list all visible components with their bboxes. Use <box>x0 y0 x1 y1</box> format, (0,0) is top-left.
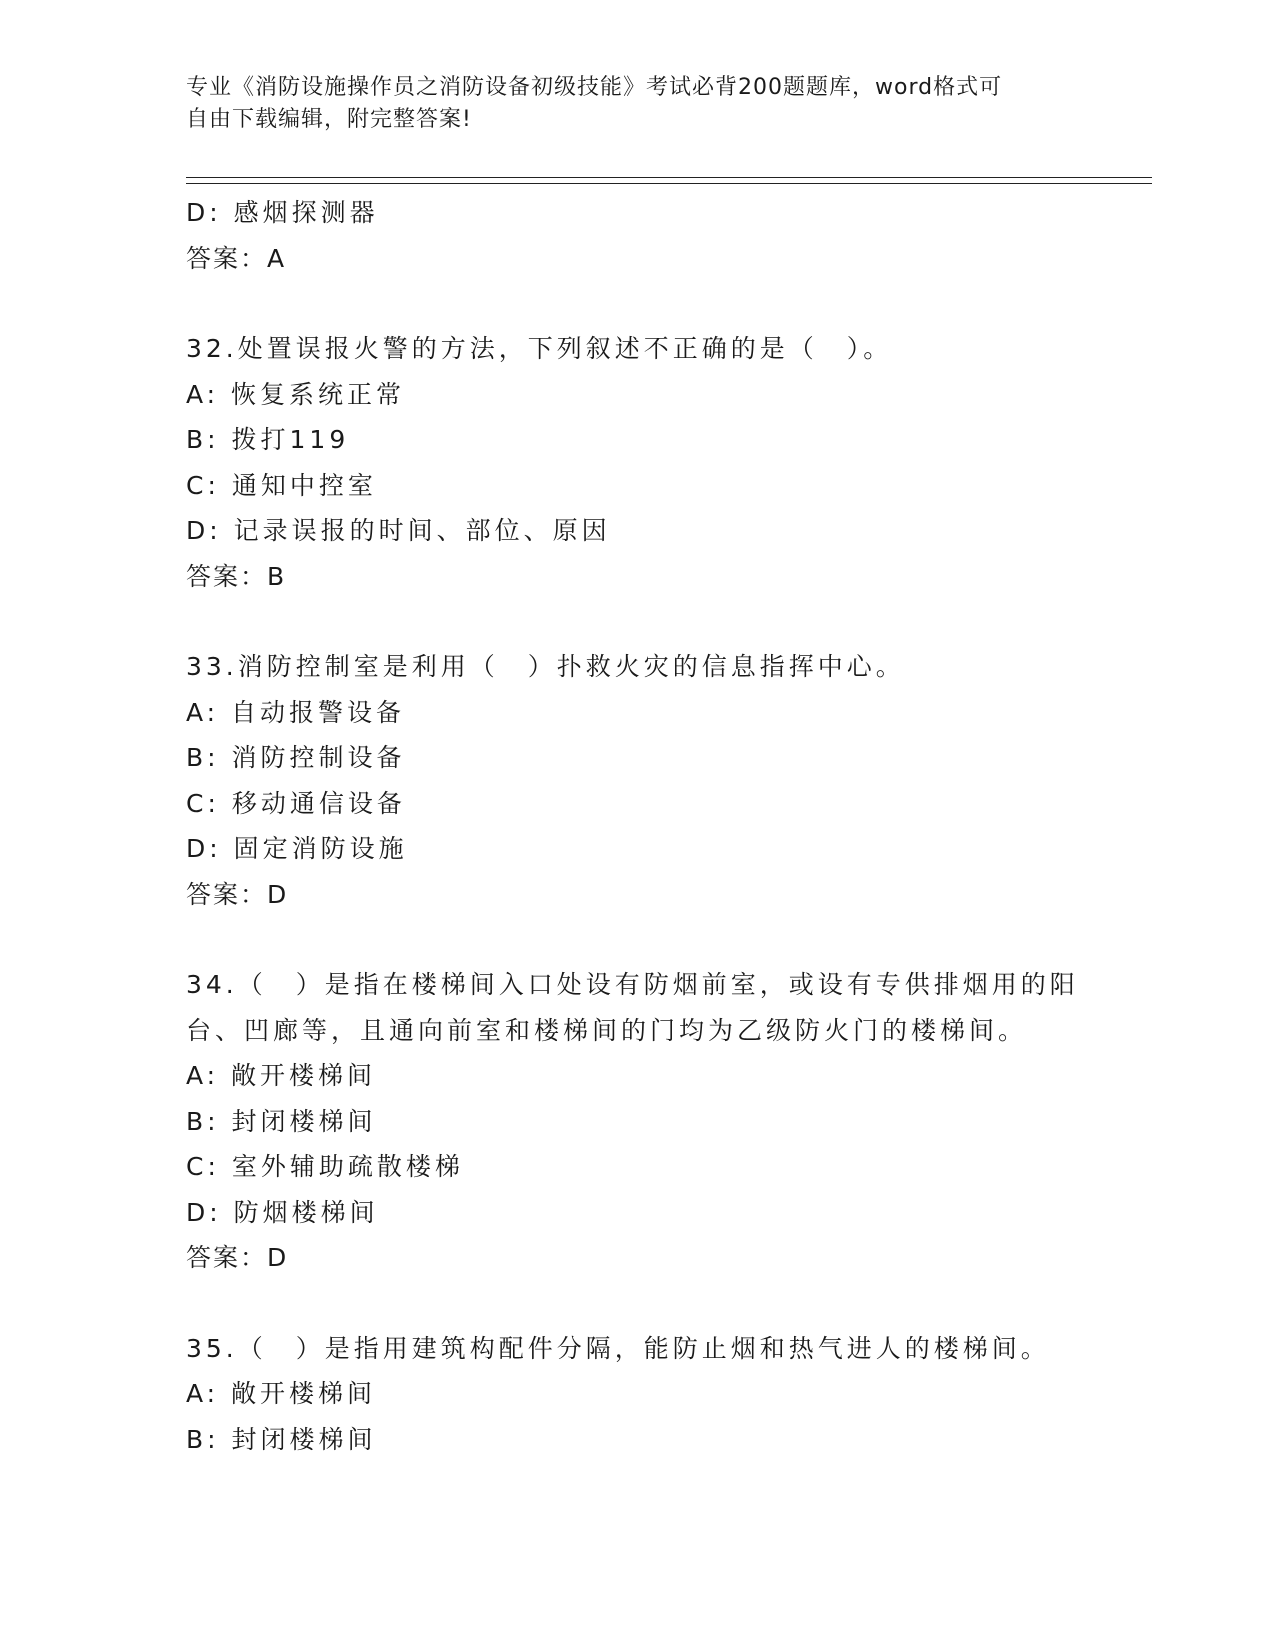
option-b: B: 拨打119 <box>186 425 350 454</box>
option-d: D: 防烟楼梯间 <box>186 1197 379 1227</box>
option-d: D: 记录误报的时间、部位、原因 <box>186 516 611 545</box>
question-35 <box>186 1326 1152 1463</box>
question-33 <box>186 644 1152 917</box>
option-c: C: 室外辅助疏散楼梯 <box>186 1152 464 1181</box>
option-d: D: 固定消防设施 <box>186 834 408 863</box>
question-stem-line-2: 台、凹廊等，且通向前室和楼梯间的门均为乙级防火门的楼梯间。 <box>186 1015 1028 1045</box>
header-line-2: 自由下载编辑，附完整答案! <box>186 107 472 132</box>
option-d: D: 感烟探测器 <box>186 198 379 227</box>
option-a: A: 敞开楼梯间 <box>186 1061 377 1090</box>
option-a: A: 敞开楼梯间 <box>186 1379 377 1408</box>
document-header <box>186 72 1066 136</box>
question-stem: 35.（ ）是指用建筑构配件分隔，能防止烟和热气进人的楼梯间。 <box>186 1333 1050 1363</box>
option-b: B: 消防控制设备 <box>186 743 406 772</box>
question-content <box>186 190 1152 1462</box>
option-b: B: 封闭楼梯间 <box>186 1106 377 1136</box>
option-b: B: 封闭楼梯间 <box>186 1424 377 1454</box>
answer-line: 答案：D <box>186 1243 289 1272</box>
option-a: A: 恢复系统正常 <box>186 379 406 409</box>
header-divider-top <box>186 177 1152 178</box>
option-c: C: 移动通信设备 <box>186 788 406 818</box>
question-34 <box>186 962 1152 1281</box>
header-divider-bottom <box>186 183 1152 184</box>
question-stem: 32.处置误报火警的方法，下列叙述不正确的是（ ）。 <box>186 334 893 363</box>
header-line-1: 专业《消防设施操作员之消防设备初级技能》考试必背200题题库，word格式可 <box>186 75 1003 100</box>
answer-line: 答案：D <box>186 879 289 909</box>
question-stem-line-1: 34.（ ）是指在楼梯间入口处设有防烟前室，或设有专供排烟用的阳 <box>186 970 1079 999</box>
option-a: A: 自动报警设备 <box>186 697 406 727</box>
option-c: C: 通知中控室 <box>186 470 377 500</box>
question-32 <box>186 326 1152 599</box>
answer-line: 答案：A <box>186 243 287 273</box>
question-stem: 33.消防控制室是利用（ ）扑救火灾的信息指挥中心。 <box>186 652 905 681</box>
answer-line: 答案：B <box>186 561 287 591</box>
